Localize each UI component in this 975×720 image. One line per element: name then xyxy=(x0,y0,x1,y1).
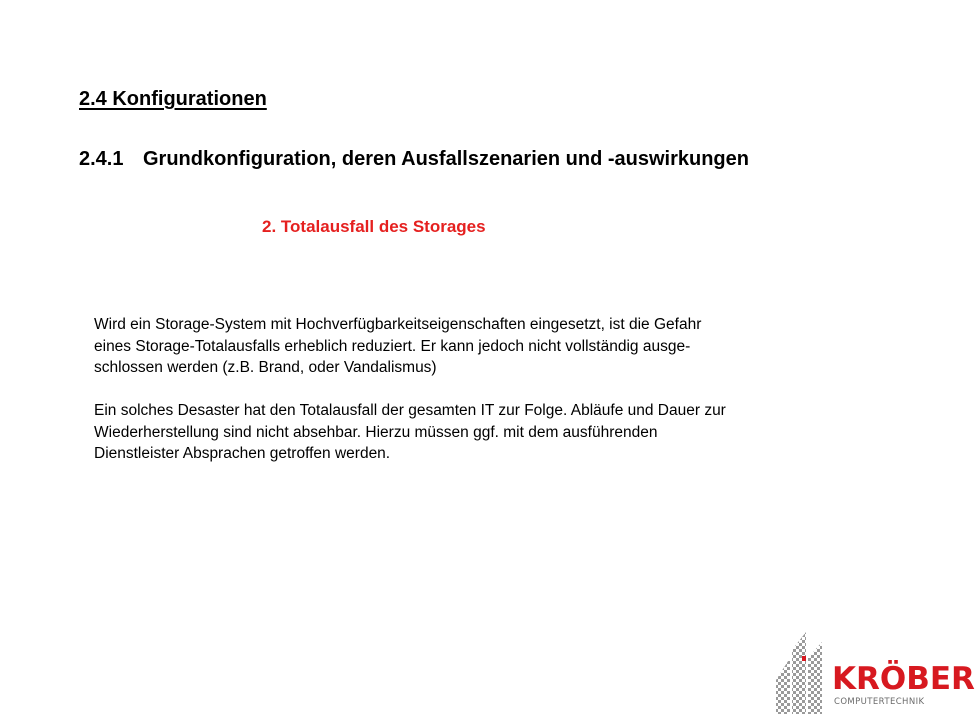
paragraph-1-line-2: eines Storage-Totalausfalls erheblich reduziert. Er kann jedoch nicht vollständig ausge- xyxy=(94,337,691,355)
body-text xyxy=(94,314,874,486)
brand-subtitle: COMPUTERTECHNIK xyxy=(834,697,925,707)
checkered-grid-mark-icon xyxy=(772,628,832,716)
paragraph-1 xyxy=(94,314,874,379)
subsection-number: 2.4.1 xyxy=(79,148,124,170)
paragraph-2 xyxy=(94,400,874,465)
paragraph-1-line-1: Wird ein Storage-System mit Hochverfügbarkeitseigenschaften eingesetzt, ist die Gefahr xyxy=(94,316,702,333)
brand-name: KRÖBER xyxy=(832,661,975,697)
subsection-title xyxy=(79,148,749,171)
scenario-title: 2. Totalausfall des Storages xyxy=(262,217,486,236)
company-logo xyxy=(772,628,975,716)
section-title: 2.4 Konfigurationen xyxy=(79,88,267,110)
subsection-text: Grundkonfiguration, deren Ausfallszenarien und -auswirkungen xyxy=(143,148,749,170)
paragraph-1-line-3: schlossen werden (z.B. Brand, oder Vandalismus) xyxy=(94,359,437,376)
paragraph-2-line-1: Ein solches Desaster hat den Totalausfall der gesamten IT zur Folge. Abläufe und Dauer zur xyxy=(94,402,726,419)
paragraph-2-line-2: Wiederherstellung sind nicht absehbar. Hierzu müssen ggf. mit dem ausführenden xyxy=(94,423,658,441)
paragraph-2-line-3: Dienstleister Absprachen getroffen werden. xyxy=(94,445,391,462)
